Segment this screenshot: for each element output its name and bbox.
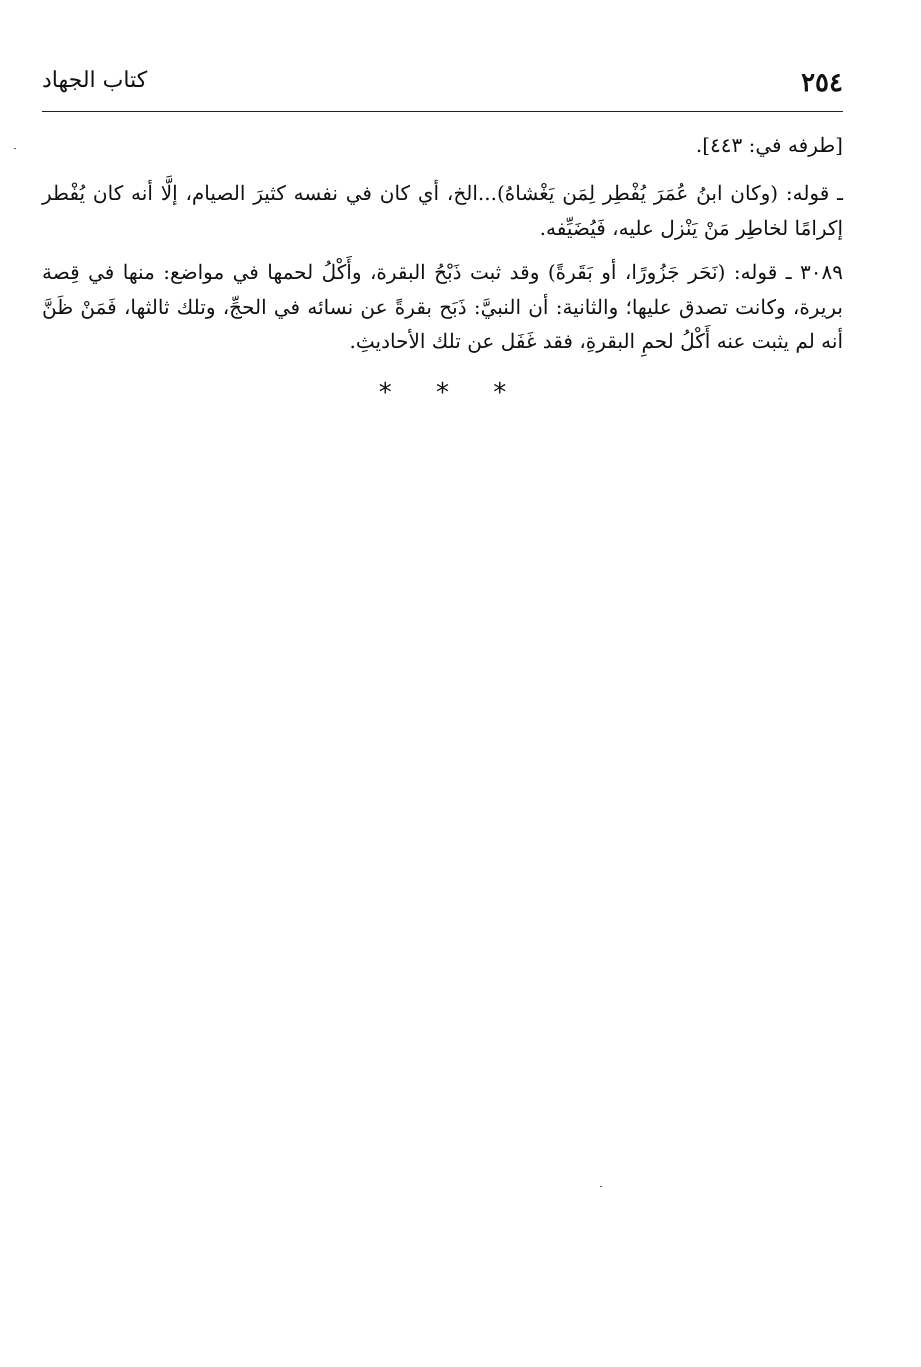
header-divider [42, 111, 843, 112]
page-header [42, 68, 843, 102]
cross-reference: [طرفه في: ٤٤٣]. [695, 133, 843, 157]
scan-speck [600, 1186, 602, 1187]
page-number: ٢٥٤ [801, 68, 843, 98]
commentary-paragraph-1: ـ قوله: (وكان ابنُ عُمَرَ يُفْطِر لِمَن يَغْشاهُ)...الخ، أي كان في نفسه كثيرَ الصيام، إلَّا أنه كان يُفْطر إكرامًا لخاطِر مَنْ يَنْزل عليه، فَيُضَيِّفه. [42, 181, 843, 240]
scan-speck [14, 148, 16, 149]
commentary-paragraph-2: ٣٠٨٩ ـ قوله: (نَحَر جَزُورًا، أو بَقَرةً) وقد ثبت ذَبْحُ البقرة، وأَكْلُ لحمها في مواضع: منها في قِصة بريرة، وكانت تصدق عليها؛ والثانية: أن النبيَّ: ذَبَح بقرةً عن نسائه في الحجِّ، وتلك ثالثها، فَمَنْ ظَنَّ أنه لم يثبت عنه أَكْلُ لحمِ البقرةِ، فقد غَفَل عن تلك الأحاديثِ. [42, 260, 843, 353]
section-separator: * * * [378, 378, 525, 408]
main-text [42, 128, 843, 358]
running-title: كتاب الجهاد [42, 68, 148, 93]
